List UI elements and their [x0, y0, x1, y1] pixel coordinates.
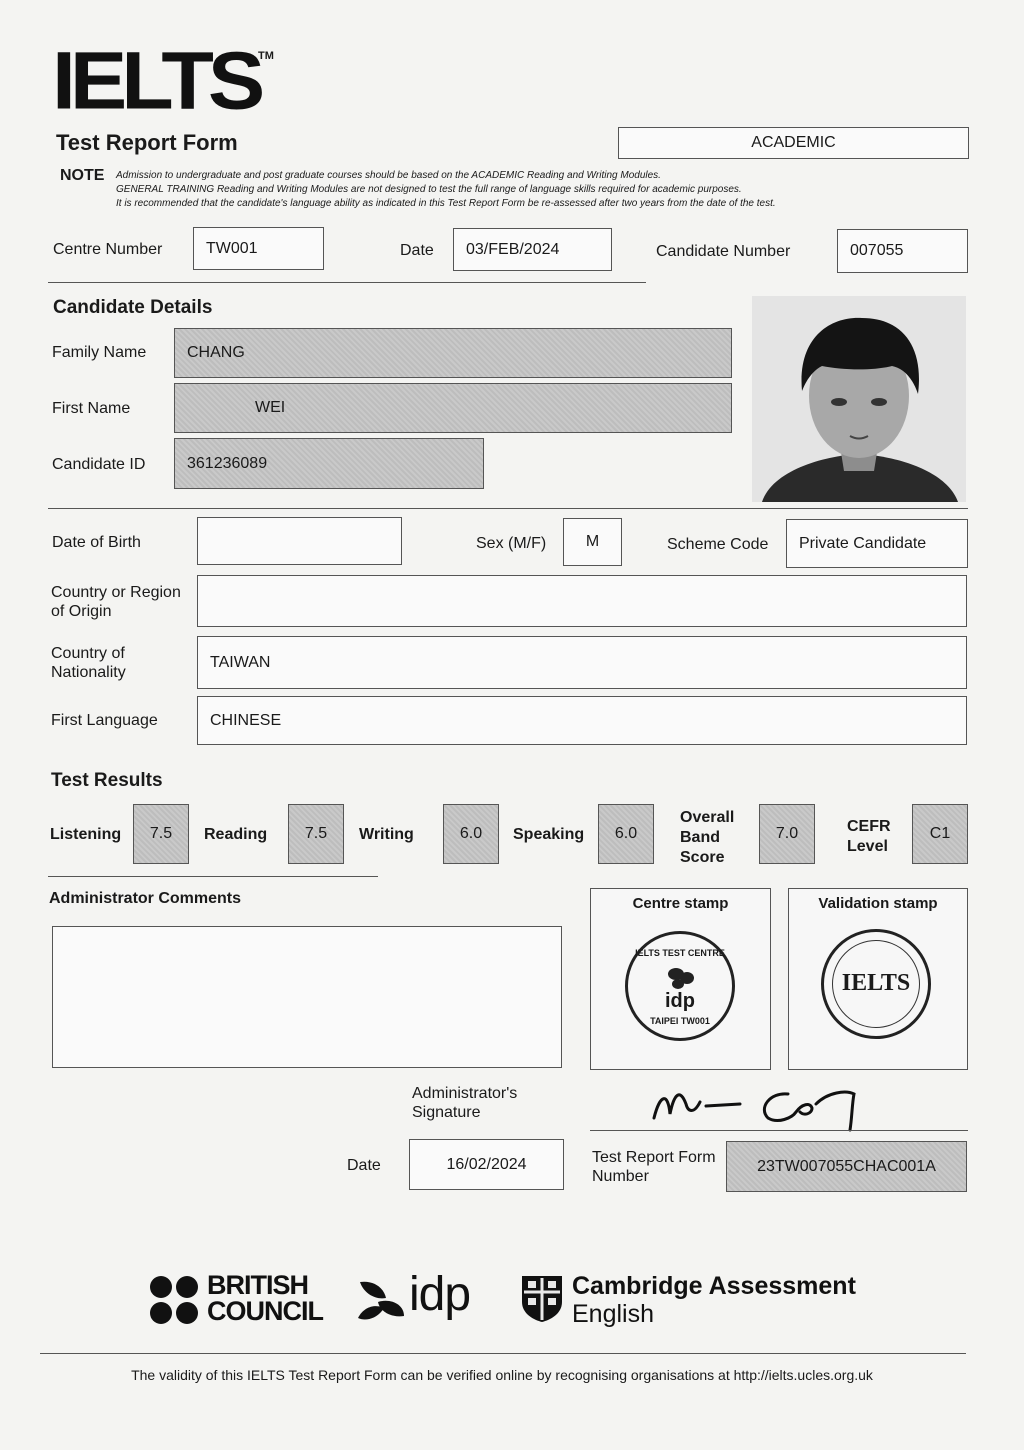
- cambridge-line-1: Cambridge Assessment: [572, 1272, 856, 1300]
- speaking-label: Speaking: [513, 826, 585, 843]
- administrator-signature: [640, 1074, 880, 1134]
- centre-number-field: [193, 227, 324, 270]
- date-of-birth-field: [197, 517, 402, 565]
- listening-label: Listening: [50, 826, 122, 843]
- note-line-1: Admission to undergraduate and post graduate courses should be based on the ACADEMIC Reading and Writing Modules.: [116, 170, 661, 181]
- first-language-label: First Language: [51, 712, 158, 729]
- trf-number-label-line-2: Number: [592, 1168, 649, 1185]
- candidate-details-heading: Candidate Details: [53, 297, 213, 318]
- centre-stamp-label: Centre stamp: [632, 895, 729, 912]
- british-council-line-1: BRITISH: [207, 1270, 308, 1300]
- speaking-score: 6.0: [598, 804, 654, 864]
- signature-label-line-1: Administrator's: [412, 1085, 518, 1102]
- family-name-value: CHANG: [187, 344, 245, 361]
- trf-number-label-line-1: Test Report Form: [592, 1149, 716, 1166]
- origin-label: [51, 583, 181, 621]
- ielts-logo: IELTS: [52, 35, 260, 127]
- signature-label: [412, 1084, 517, 1122]
- admin-comments-box: [52, 926, 562, 1068]
- sex-field: [563, 518, 622, 566]
- cefr-label-line-1: CEFR: [847, 818, 891, 835]
- overall-label-line-2: Band: [680, 829, 720, 846]
- centre-stamp-brand: idp: [665, 990, 695, 1012]
- note-line-3: It is recommended that the candidate's language ability as indicated in this Test Report Form be re-assessed after two years from the date of the test.: [116, 198, 776, 209]
- reading-score: 7.5: [288, 804, 344, 864]
- nationality-label: [51, 644, 126, 682]
- trf-number-value: 23TW007055CHAC001A: [757, 1157, 936, 1175]
- centre-stamp-text-top: IELTS TEST CENTRE: [635, 948, 725, 958]
- origin-value: [198, 576, 966, 626]
- validation-stamp-label: Validation stamp: [818, 895, 938, 912]
- note-heading: NOTE: [60, 167, 105, 184]
- writing-score: 6.0: [443, 804, 499, 864]
- nationality-label-line-2: Nationality: [51, 664, 126, 681]
- listening-score: 7.5: [133, 804, 189, 864]
- british-council-dots-icon: [150, 1276, 202, 1324]
- form-title: Test Report Form: [56, 130, 238, 155]
- dot: [150, 1276, 172, 1298]
- module-value: ACADEMIC: [751, 134, 836, 151]
- trf-number-field: [726, 1141, 967, 1192]
- signature-line: [590, 1130, 968, 1131]
- validation-stamp-box: [788, 888, 968, 1070]
- module-box: [618, 127, 969, 159]
- sex-value: M: [585, 533, 600, 550]
- dot: [150, 1302, 172, 1324]
- family-name-label: Family Name: [52, 344, 147, 361]
- writing-label: Writing: [359, 826, 414, 843]
- overall-label: [680, 808, 734, 868]
- cefr-level: C1: [912, 804, 968, 864]
- nationality-value: TAIWAN: [210, 653, 271, 671]
- trademark-mark: TM: [258, 50, 274, 62]
- candidate-number-field: [837, 229, 968, 273]
- test-date-value: 03/FEB/2024: [466, 240, 560, 258]
- dot: [176, 1302, 198, 1324]
- divider: [48, 282, 646, 283]
- trf-number-label: [592, 1148, 716, 1186]
- candidate-number-value: 007055: [850, 242, 904, 259]
- signature-label-line-2: Signature: [412, 1104, 481, 1121]
- british-council-line-2: COUNCIL: [207, 1296, 323, 1326]
- date-of-birth-value: [198, 518, 401, 564]
- validity-note: The validity of this IELTS Test Report Form can be verified online by recognising organisations at http://ielts.ucles.org.uk: [131, 1367, 873, 1383]
- admin-comments-value: [53, 927, 561, 1067]
- test-date-label: Date: [400, 242, 434, 259]
- admin-comments-label: Administrator Comments: [49, 890, 242, 907]
- first-name-field: [174, 383, 732, 433]
- issue-date-field: [409, 1139, 564, 1190]
- first-name-label: First Name: [52, 400, 131, 417]
- centre-stamp-seal: [625, 931, 735, 1041]
- reading-label: Reading: [204, 826, 268, 843]
- candidate-number-label: Candidate Number: [656, 243, 791, 260]
- leaf-icon: [666, 964, 696, 990]
- nationality-label-line-1: Country of: [51, 645, 125, 662]
- date-of-birth-label: Date of Birth: [52, 534, 141, 551]
- issue-date-label: Date: [347, 1157, 381, 1174]
- nationality-field: [197, 636, 967, 689]
- test-date-field: [453, 228, 612, 271]
- divider: [48, 508, 968, 509]
- divider: [48, 876, 378, 877]
- scheme-code-field: [786, 519, 968, 568]
- overall-label-line-3: Score: [680, 849, 725, 866]
- centre-number-value: TW001: [206, 239, 258, 257]
- candidate-id-label: Candidate ID: [52, 456, 146, 473]
- dot: [176, 1276, 198, 1298]
- validation-stamp-brand: IELTS: [841, 970, 911, 996]
- centre-number-label: Centre Number: [53, 241, 163, 258]
- candidate-id-field: [174, 438, 484, 489]
- footer-divider: [40, 1353, 966, 1354]
- first-language-value: CHINESE: [210, 711, 282, 729]
- overall-score: 7.0: [759, 804, 815, 864]
- centre-stamp-text-bottom: TAIPEI TW001: [650, 1016, 710, 1026]
- issue-date-value: 16/02/2024: [446, 1155, 527, 1173]
- origin-label-line-1: Country or Region: [51, 584, 181, 601]
- scheme-code-value: Private Candidate: [799, 534, 927, 552]
- validation-stamp-seal: [821, 929, 931, 1039]
- origin-field: [197, 575, 967, 627]
- scheme-code-label: Scheme Code: [667, 536, 769, 553]
- portrait-image: [752, 296, 966, 502]
- sex-label: Sex (M/F): [476, 535, 547, 552]
- first-name-value: WEI: [255, 399, 286, 416]
- note-line-2: GENERAL TRAINING Reading and Writing Modules are not designed to test the full range of language skills required for academic purposes.: [116, 184, 742, 195]
- british-council-logo: [207, 1272, 323, 1324]
- cefr-label: [847, 817, 891, 857]
- overall-label-line-1: Overall: [680, 809, 735, 826]
- cefr-label-line-2: Level: [847, 838, 888, 855]
- idp-leaf-icon: [356, 1278, 408, 1324]
- candidate-photo: [752, 296, 966, 502]
- family-name-field: [174, 328, 732, 378]
- candidate-id-value: 361236089: [187, 454, 268, 472]
- idp-logo: idp: [409, 1268, 471, 1321]
- cambridge-assessment-logo: [572, 1272, 856, 1328]
- centre-stamp-box: [590, 888, 771, 1070]
- cambridge-line-2: English: [572, 1300, 654, 1328]
- cambridge-shield-icon: [520, 1274, 564, 1324]
- test-results-heading: Test Results: [51, 770, 163, 791]
- first-language-field: [197, 696, 967, 745]
- origin-label-line-2: of Origin: [51, 603, 112, 620]
